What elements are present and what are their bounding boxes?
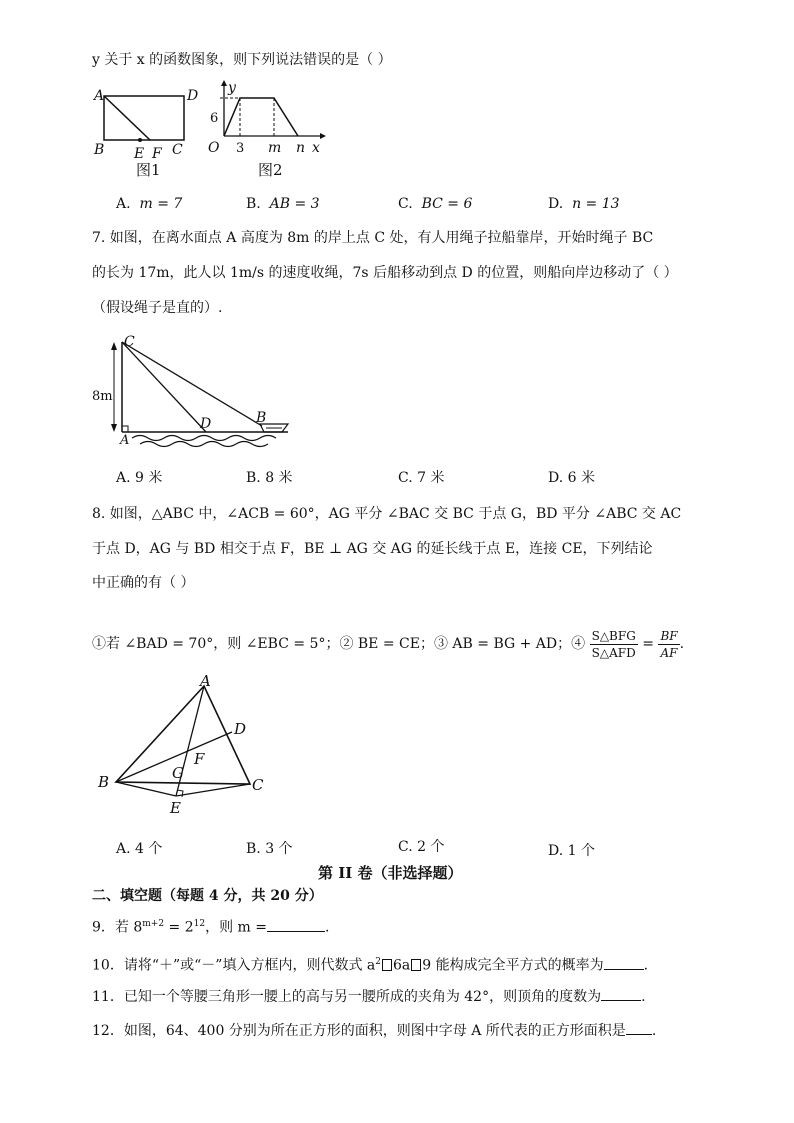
q8-option-c[interactable]: C. 2 个 <box>398 839 445 855</box>
q12-answer-blank[interactable] <box>626 1020 652 1035</box>
q8-option-a[interactable]: A. 4 个 <box>116 841 163 857</box>
q8-label-g: G <box>172 764 184 782</box>
q8-fraction-ratio: $\frac{BF}{AF}$ <box>660 628 678 660</box>
q10-sign-box-1[interactable] <box>382 959 392 971</box>
q7-option-a[interactable]: A. 9 米 <box>116 470 163 486</box>
fig1-label-c: C <box>172 142 183 158</box>
q8-option-b[interactable]: B. 3 个 <box>246 841 293 857</box>
q8-conclusions: ①若 ∠BAD = 70°，则 ∠EBC = 5°；② BE = CE；③ AB = BG + AD；④ $\frac{\text{S△BFG}}{\text{S△AFD}}$ = $\frac{BF}{AF}$ . <box>92 628 685 660</box>
section-2-heading: 二、填空题（每题 4 分，共 20 分） <box>92 888 323 904</box>
q7-label-height: 8m <box>92 389 113 404</box>
q8-label-f: F <box>194 750 205 768</box>
fig1-label-b: B <box>94 142 105 158</box>
q8-label-a: A <box>200 672 211 690</box>
q7-label-d: D <box>200 416 212 432</box>
q8-line-1: 8. 如图，△ABC 中，∠ACB = 60°，AG 平分 ∠BAC 交 BC 于点 G，BD 平分 ∠ABC 交 AC <box>92 506 682 522</box>
q8-label-c: C <box>252 776 264 794</box>
fig2-label-x: x <box>312 140 320 156</box>
q7-option-b[interactable]: B. 8 米 <box>246 470 293 486</box>
q8-fraction-area: $\frac{\text{S△BFG}}{\text{S△AFD}}$ <box>591 628 636 660</box>
fig1-label-d: D <box>187 88 199 104</box>
fig2-label-o: O <box>208 140 220 156</box>
q6-option-b[interactable]: B. AB = 3 <box>246 196 320 212</box>
q7-line-2: 的长为 17m，此人以 1m/s 的速度收绳，7s 后船移动到点 D 的位置，则船向岸边移动了（ ） <box>92 265 678 281</box>
fig1-caption: 图1 <box>136 161 161 179</box>
fig1-label-a: A <box>94 88 105 104</box>
fig1-label-e: E <box>134 146 145 162</box>
part-2-title: 第 II 卷（非选择题） <box>318 864 463 882</box>
q8-label-e: E <box>170 799 181 817</box>
q7-label-a: A <box>120 433 130 448</box>
q11: 11．已知一个等腰三角形一腰上的高与另一腰所成的夹角为 42°，则顶角的度数为 . <box>92 986 646 1007</box>
q7-option-d[interactable]: D. 6 米 <box>548 470 595 486</box>
fig2-label-n: n <box>296 140 306 156</box>
q6-option-a[interactable]: A. m = 7 <box>116 196 183 212</box>
q6-option-d[interactable]: D. n = 13 <box>548 196 620 212</box>
fig2-label-six: 6 <box>210 111 219 126</box>
q7-option-c[interactable]: C. 7 米 <box>398 470 445 486</box>
q6-intro: y 关于 x 的函数图象，则下列说法错误的是（ ） <box>92 52 392 68</box>
q7-line-3: （假设绳子是直的）. <box>92 300 223 316</box>
q7-label-b: B <box>256 410 267 426</box>
q9-answer-blank[interactable] <box>267 917 325 932</box>
fig2-caption: 图2 <box>258 161 283 179</box>
q8-option-d[interactable]: D. 1 个 <box>548 843 595 859</box>
q6-figure-1 <box>92 82 202 172</box>
fig2-label-three: 3 <box>236 141 245 156</box>
fig2-label-m: m <box>268 140 282 156</box>
q10-answer-blank[interactable] <box>604 955 644 970</box>
fig1-label-f: F <box>152 146 162 162</box>
q8-line-3: 中正确的有（ ） <box>92 575 195 591</box>
fig2-label-y: y <box>228 80 236 96</box>
q10: 10．请将“＋”或“－”填入方框内，则代数式 $a^2$ 6a 9 能构成完全平方式的概率为 . <box>92 952 648 976</box>
q10-sign-box-2[interactable] <box>411 959 421 971</box>
q12: 12．如图，64、400 分别为所在正方形的面积，则图中字母 A 所代表的正方形面积是 . <box>92 1020 656 1041</box>
q11-answer-blank[interactable] <box>601 986 641 1001</box>
q9: 9．若 $8^{m+2} = 2^{12}$，则 m = . <box>92 914 329 938</box>
q6-option-c[interactable]: C. BC = 6 <box>398 196 473 212</box>
q8-label-d: D <box>234 720 247 738</box>
q8-line-2: 于点 D，AG 与 BD 相交于点 F，BE ⊥ AG 交 AG 的延长线于点 E，连接 CE，下列结论 <box>92 541 653 557</box>
q7-label-c: C <box>124 334 135 350</box>
q7-line-1: 7. 如图，在离水面点 A 高度为 8m 的岸上点 C 处，有人用绳子拉船靠岸，开始时绳子 BC <box>92 230 654 246</box>
q8-figure <box>94 674 274 824</box>
q8-label-b: B <box>98 773 110 791</box>
q6-figure-2 <box>206 80 326 170</box>
q7-figure <box>92 334 302 448</box>
